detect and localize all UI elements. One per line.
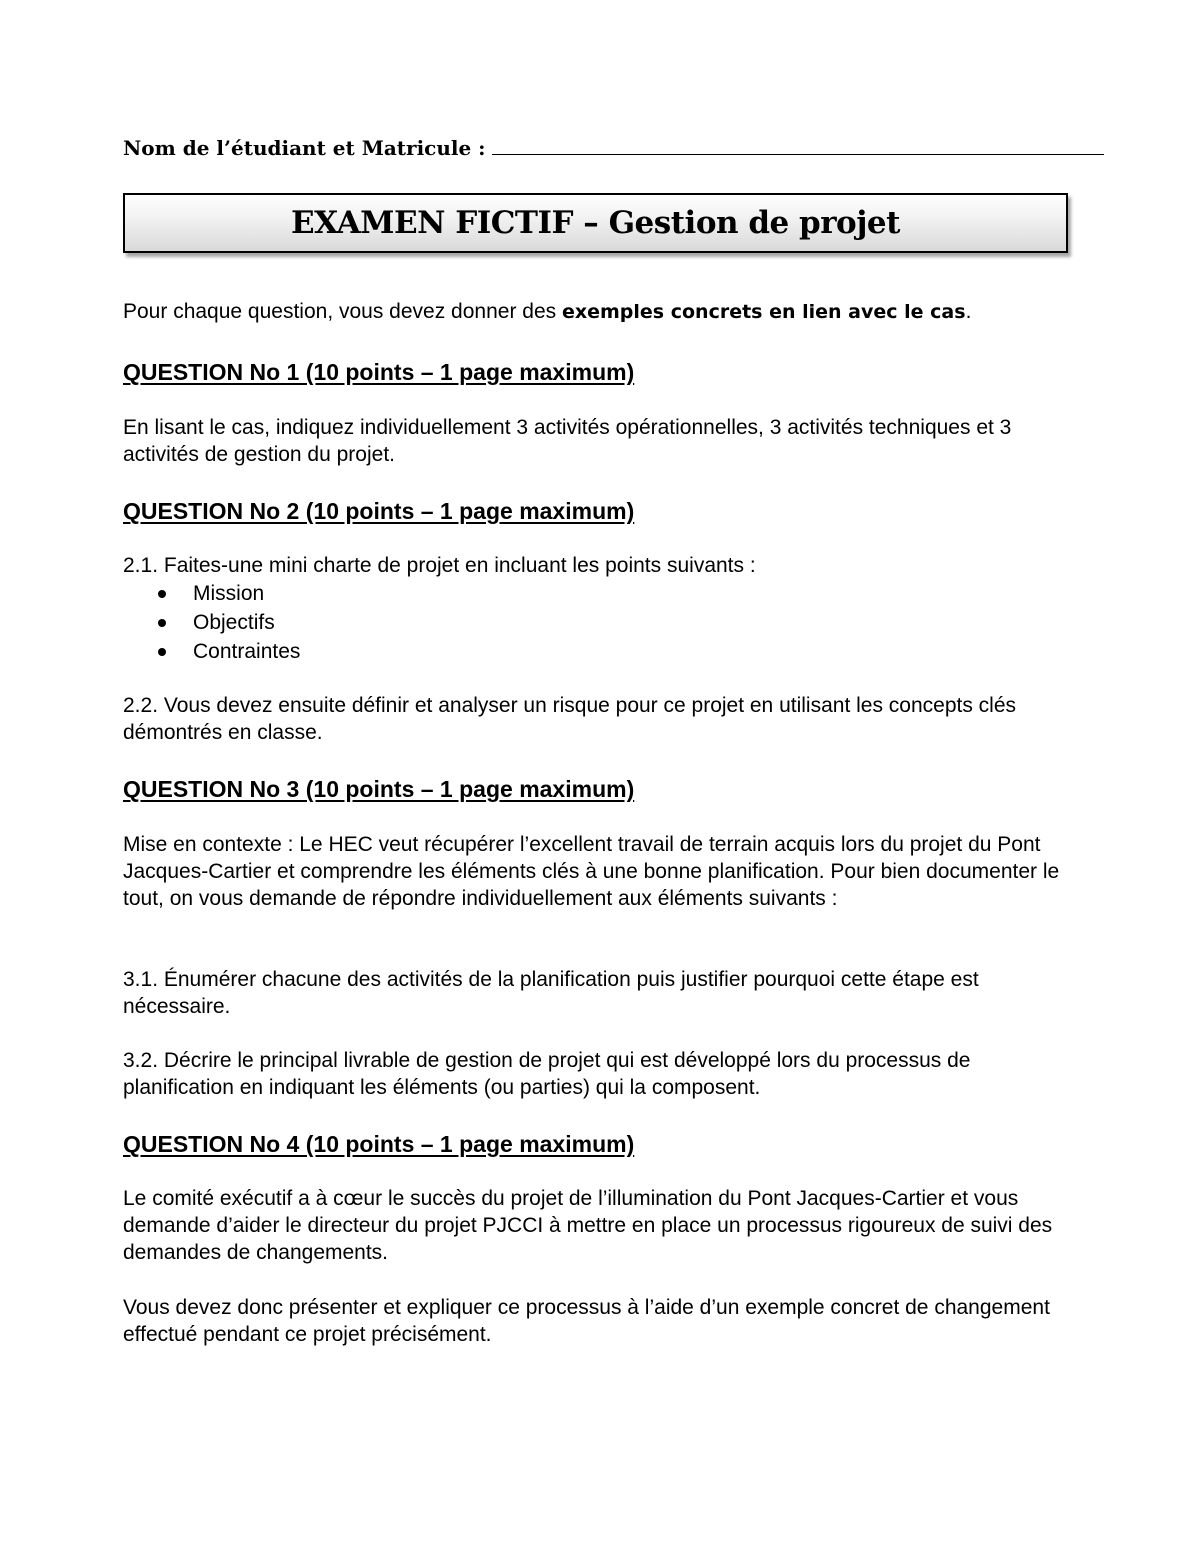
question-1-heading: QUESTION No 1 (10 points – 1 page maximum) — [123, 359, 635, 385]
student-name-label: Nom de l’étudiant et Matricule : — [123, 136, 486, 160]
question-2-heading: QUESTION No 2 (10 points – 1 page maximum) — [123, 498, 635, 524]
intro-emphasis: exemples concrets en lien avec le cas — [561, 301, 966, 323]
question-2-paragraph-2: 2.2. Vous devez ensuite définir et analyser un risque pour ce projet en utilisant les concepts clés démontrés en classe. — [123, 694, 1017, 744]
question-4-paragraph-1: Le comité exécutif a à cœur le succès du projet de l’illumination du Pont Jacques-Cartier et vous demande d’aider le directeur du projet PJCCI à mettre en place un processus rigoureux de suivi des demandes de changements. — [123, 1187, 1053, 1264]
question-2-bullet-list — [123, 579, 300, 666]
intro-paragraph — [123, 298, 1078, 326]
list-item: Contraintes — [123, 637, 300, 666]
question-4-paragraph-2: Vous devez donc présenter et expliquer ce processus à l’aide d’un exemple concret de changement effectué pendant ce projet précisément. — [123, 1296, 1050, 1346]
question-4-heading: QUESTION No 4 (10 points – 1 page maximum) — [123, 1131, 635, 1157]
question-3-paragraph-1: Mise en contexte : Le HEC veut récupérer l’excellent travail de terrain acquis lors du projet du Pont Jacques-Cartier et comprendre les éléments clés à une bonne planification. Pour bien documenter le tout, on vous demande de répondre individuellement aux éléments suivants : — [123, 833, 1060, 910]
bullet-icon — [158, 619, 166, 627]
intro-end: . — [965, 300, 972, 323]
title-box — [123, 193, 1068, 253]
question-1-paragraph: En lisant le cas, indiquez individuellement 3 activités opérationnelles, 3 activités techniques et 3 activités de gestion du projet. — [123, 416, 1012, 466]
question-3-paragraph-2: 3.1. Énumérer chacune des activités de la planification puis justifier pourquoi cette étape est nécessaire. — [123, 968, 979, 1018]
exam-title: EXAMEN FICTIF – Gestion de projet — [291, 205, 900, 241]
list-item: Mission — [123, 579, 300, 608]
bullet-icon — [158, 590, 166, 598]
question-3-paragraph-3: 3.2. Décrire le principal livrable de gestion de projet qui est développé lors du processus de planification en indiquant les éléments (ou parties) qui la composent. — [123, 1049, 971, 1099]
question-2-paragraph-1: 2.1. Faites-une mini charte de projet en incluant les points suivants : — [123, 554, 756, 577]
student-name-blank — [492, 134, 1104, 155]
intro-text: Pour chaque question, vous devez donner des — [123, 300, 562, 323]
student-name-line — [123, 134, 1067, 162]
question-3-heading: QUESTION No 3 (10 points – 1 page maximum) — [123, 776, 635, 802]
list-item: Objectifs — [123, 608, 300, 637]
bullet-icon — [158, 648, 166, 656]
